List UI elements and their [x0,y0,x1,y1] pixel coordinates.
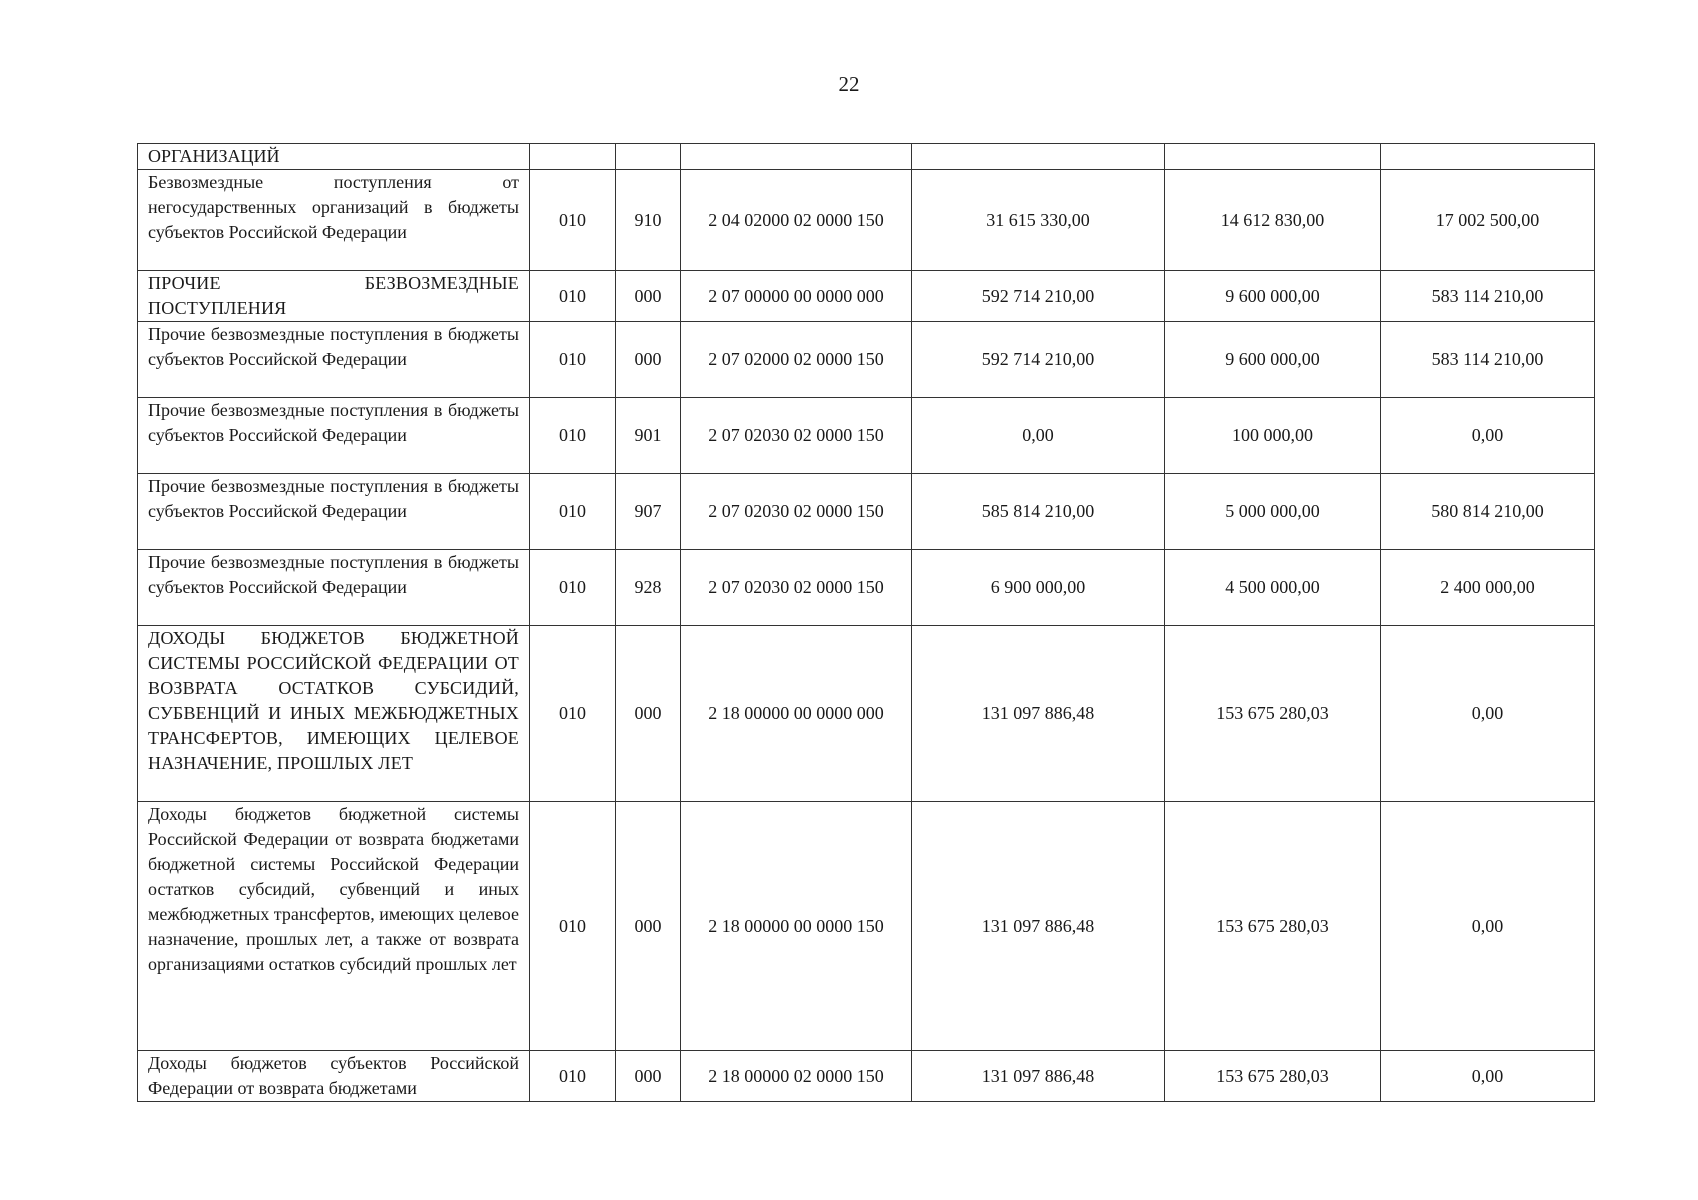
amount-total-cell: 0,00 [912,398,1165,474]
admin-code-cell: 010 [530,626,616,802]
admin-code-cell: 010 [530,1051,616,1102]
amount-col3-cell: 0,00 [1381,802,1595,1051]
amount-col2-cell: 153 675 280,03 [1165,802,1381,1051]
amount-col2-cell: 153 675 280,03 [1165,1051,1381,1102]
table-row [138,802,1595,1051]
amount-total-cell: 6 900 000,00 [912,550,1165,626]
kbk-code-cell: 2 18 00000 00 0000 000 [681,626,912,802]
income-name-cell: Доходы бюджетов бюджетной системы Российской Федерации от возврата бюджетами бюджетной системы Российской Федерации остатков субсидий, субвенций и иных межбюджетных трансфертов, имеющих целевое назначение, прошлых лет, а также от возврата организациями остатков субсидий прошлых лет [138,802,530,1051]
amount-total-cell: 31 615 330,00 [912,170,1165,271]
admin-code-cell: 010 [530,170,616,271]
amount-col2-cell: 153 675 280,03 [1165,626,1381,802]
admin-id-cell: 000 [616,1051,681,1102]
income-name-cell: ДОХОДЫ БЮДЖЕТОВ БЮДЖЕТНОЙ СИСТЕМЫ РОССИЙСКОЙ ФЕДЕРАЦИИ ОТ ВОЗВРАТА ОСТАТКОВ СУБСИДИЙ, СУБВЕНЦИЙ И ИНЫХ МЕЖБЮДЖЕТНЫХ ТРАНСФЕРТОВ, ИМЕЮЩИХ ЦЕЛЕВОЕ НАЗНАЧЕНИЕ, ПРОШЛЫХ ЛЕТ [138,626,530,802]
kbk-code-cell: 2 07 02000 02 0000 150 [681,322,912,398]
revenue-table [137,143,1595,1102]
admin-code-cell: 010 [530,474,616,550]
kbk-code-cell: 2 07 02030 02 0000 150 [681,398,912,474]
kbk-code-cell: 2 18 00000 00 0000 150 [681,802,912,1051]
amount-col2-cell [1165,144,1381,170]
admin-id-cell: 907 [616,474,681,550]
kbk-code-cell: 2 04 02000 02 0000 150 [681,170,912,271]
kbk-code-cell: 2 18 00000 02 0000 150 [681,1051,912,1102]
admin-id-cell: 000 [616,626,681,802]
amount-col2-cell: 14 612 830,00 [1165,170,1381,271]
table-row [138,170,1595,271]
kbk-code-cell: 2 07 02030 02 0000 150 [681,474,912,550]
table-row [138,322,1595,398]
amount-col2-cell: 4 500 000,00 [1165,550,1381,626]
admin-id-cell: 928 [616,550,681,626]
table-row [138,144,1595,170]
amount-col2-cell: 9 600 000,00 [1165,322,1381,398]
income-name-cell: Безвозмездные поступления от негосударственных организаций в бюджеты субъектов Российской Федерации [138,170,530,271]
amount-total-cell: 131 097 886,48 [912,626,1165,802]
table-row [138,271,1595,322]
amount-col3-cell: 580 814 210,00 [1381,474,1595,550]
admin-id-cell: 910 [616,170,681,271]
admin-id-cell: 000 [616,802,681,1051]
amount-col3-cell: 0,00 [1381,1051,1595,1102]
admin-code-cell: 010 [530,271,616,322]
page-number: 22 [838,72,860,96]
table-row [138,550,1595,626]
income-name-cell: Прочие безвозмездные поступления в бюджеты субъектов Российской Федерации [138,398,530,474]
amount-col3-cell: 0,00 [1381,398,1595,474]
table-row [138,474,1595,550]
income-name-cell: Прочие безвозмездные поступления в бюджеты субъектов Российской Федерации [138,474,530,550]
admin-id-cell: 000 [616,322,681,398]
income-name-cell: Прочие безвозмездные поступления в бюджеты субъектов Российской Федерации [138,550,530,626]
amount-total-cell: 592 714 210,00 [912,271,1165,322]
income-name-cell: Доходы бюджетов субъектов Российской Федерации от возврата бюджетами [138,1051,530,1102]
income-name-cell: ПРОЧИЕ БЕЗВОЗМЕЗДНЫЕ ПОСТУПЛЕНИЯ [138,271,530,322]
income-name-cell: Прочие безвозмездные поступления в бюджеты субъектов Российской Федерации [138,322,530,398]
kbk-code-cell: 2 07 00000 00 0000 000 [681,271,912,322]
admin-code-cell: 010 [530,398,616,474]
admin-id-cell [616,144,681,170]
admin-code-cell: 010 [530,802,616,1051]
admin-code-cell: 010 [530,550,616,626]
amount-col3-cell: 0,00 [1381,626,1595,802]
amount-total-cell: 592 714 210,00 [912,322,1165,398]
amount-col2-cell: 5 000 000,00 [1165,474,1381,550]
amount-col2-cell: 9 600 000,00 [1165,271,1381,322]
income-name-cell: ОРГАНИЗАЦИЙ [138,144,530,170]
table-row [138,398,1595,474]
table-row [138,626,1595,802]
admin-id-cell: 000 [616,271,681,322]
admin-code-cell [530,144,616,170]
admin-id-cell: 901 [616,398,681,474]
kbk-code-cell: 2 07 02030 02 0000 150 [681,550,912,626]
amount-total-cell: 131 097 886,48 [912,802,1165,1051]
amount-col2-cell: 100 000,00 [1165,398,1381,474]
amount-col3-cell: 583 114 210,00 [1381,322,1595,398]
amount-total-cell [912,144,1165,170]
kbk-code-cell [681,144,912,170]
amount-total-cell: 585 814 210,00 [912,474,1165,550]
amount-col3-cell [1381,144,1595,170]
amount-col3-cell: 2 400 000,00 [1381,550,1595,626]
admin-code-cell: 010 [530,322,616,398]
amount-total-cell: 131 097 886,48 [912,1051,1165,1102]
table-row [138,1051,1595,1102]
amount-col3-cell: 17 002 500,00 [1381,170,1595,271]
amount-col3-cell: 583 114 210,00 [1381,271,1595,322]
